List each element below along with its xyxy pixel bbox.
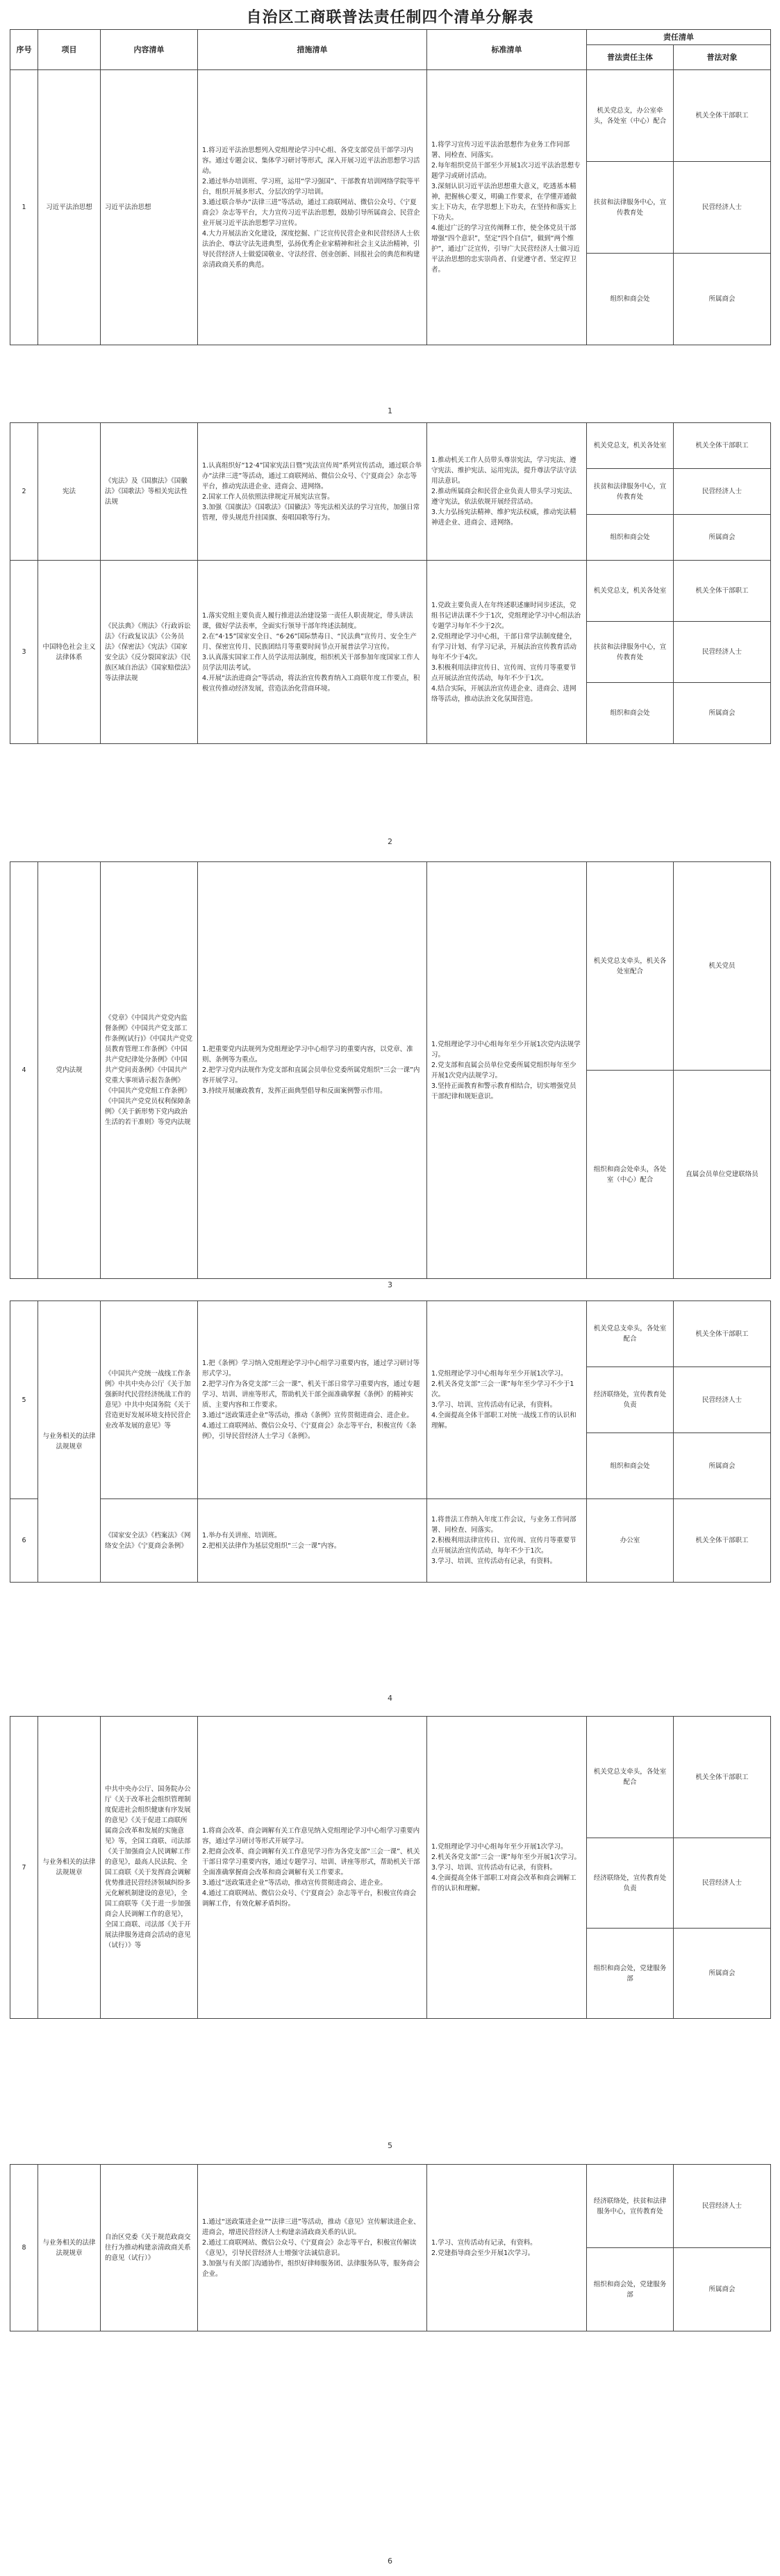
table-page-1 <box>10 29 771 345</box>
row-standard: 1.将学习宣传习近平法治思想作为业务工作同部署、同检查、同落实。 2.每年组织党员干部至少开展1次习近平法治思想专题学习或研讨活动。 3.深刻认识习近平法治思想重大意义，吃透基本精神，把握核心要义，明确工作要求，在学懂弄通做实上下功夫，在学思想上下功夫，在坚持和落实上下功夫。 4.能过广泛的学习宣传阐释工作，使全体党员干部增强“四个意识”，坚定“四个自信”，做到“两个维护”，通过广泛宣传，引导广大民营经济人士做习近平法治思想的忠实崇尚者、自觉遵守者、坚定捍卫者。 <box>427 70 587 345</box>
resp-target: 民营经济人士 <box>674 2165 771 2248</box>
page-number: 6 <box>388 2557 392 2566</box>
table-page-2 <box>10 422 771 744</box>
header-item: 项目 <box>38 30 101 70</box>
row-measures: 1.落实党组主要负责人履行推进法治建设第一责任人职责规定，带头讲法课，做好学法表率，全面实行领导干部年终述法制度。 2.在“4·15”国家安全日、“6·26”国际禁毒日、“民法典”宣传月、安全生产月、保密宣传月、民族团结月等重要时间节点开展普法学习宣传。 3.认真落实国家工作人员学法用法制度，组织机关干部参加年度国家工作人员学法用法考试。 4.开展“法治进商会”等活动，将法治宣传教育纳入工商联年度工作要点，积极宣传推动经济发展，营造法治化营商环境。 <box>198 561 427 744</box>
row-standard: 1.学习、宣传活动有记录，有资料。 2.党建指导商会至少开展1次学习。 <box>427 2165 587 2331</box>
row-no: 1 <box>10 70 38 345</box>
resp-main: 经济联络处，宣传教育处负责 <box>587 1838 674 1929</box>
resp-target: 民营经济人士 <box>674 1367 771 1433</box>
resp-target: 民营经济人士 <box>674 162 771 254</box>
table-page-6 <box>10 2164 771 2331</box>
resp-main: 组织和商会处 <box>587 683 674 744</box>
resp-target: 机关全体干部职工 <box>674 423 771 469</box>
resp-main: 组织和商会处，党建服务部 <box>587 2248 674 2331</box>
row-no: 7 <box>10 1717 38 2019</box>
row-measures: 1.认真组织好“12·4”国家宪法日暨“宪法宣传周”系列宣传活动，通过联合举办“法律三进”等活动，通过工商联网站、微信公众号、《宁夏商会》杂志等平台，推动宪法进企业、进商会、进网络。 2.国家工作人员依照法律规定开展宪法宣誓。 3.加强《国旗法》《国歌法》《国徽法》等宪法相关法的学习宣传，加强日常管理，带头规范升挂国旗、奏唱国歌等行为。 <box>198 423 427 561</box>
row-item: 与业务相关的法律法规规章 <box>38 1717 101 2019</box>
row-no: 5 <box>10 1301 38 1499</box>
resp-main: 机关党总支，机关各处室 <box>587 423 674 469</box>
row-item: 党内法规 <box>38 862 101 1279</box>
row-content: 《国家安全法》《档案法》《网络安全法》《宁夏商会条例》 <box>101 1499 198 1583</box>
row-measures: 1.把《条例》学习纳入党组理论学习中心组学习重要内容，通过学习研讨等形式学习。 2.把学习作为各党支部“三会一课”、机关干部日常学习重要内容，通过专题学习、培训、讲座等形式，帮助机关干部全面准确掌握《条例》的精神实质、主要内容和工作要求。 3.通过“送政策进企业”等活动，推动《条例》宣传贯彻进商会、进企业。 4.通过工商联网站、微信公众号、《宁夏商会》杂志等平台，积极宣传《条例》，引导民营经济人士学习《条例》。 <box>198 1301 427 1499</box>
header-content: 内容清单 <box>101 30 198 70</box>
resp-main: 机关党总支牵头，各处室配合 <box>587 1717 674 1838</box>
row-standard: 1.推动机关工作人员带头尊崇宪法，学习宪法、遵守宪法、维护宪法、运用宪法，提升尊法学法守法用法意识。 2.推动所属商会和民营企业负责人带头学习宪法、遵守宪法，依法依规开展经营活动。 3.大力弘扬宪法精神、维护宪法权威，推动宪法精神进企业、进商会、进网络。 <box>427 423 587 561</box>
row-standard: 1.党组理论学习中心组每年至少开展1次学习。 2.机关各党支部“三会一课”每年至少开展1次学习。 3.学习、培训、宣传活动有记录，有资料。 4.全面提高全体干部职工对商会改革和商会调解工作的认识和理解。 <box>427 1717 587 2019</box>
header-resp-target: 普法对象 <box>674 45 771 70</box>
resp-main: 组织和商会处牵头，各处室（中心）配合 <box>587 1071 674 1279</box>
resp-main: 扶贫和法律服务中心，宣传教育处 <box>587 622 674 683</box>
header-no: 序号 <box>10 30 38 70</box>
resp-main: 机关党总支，机关各处室 <box>587 561 674 622</box>
resp-target: 民营经济人士 <box>674 1838 771 1929</box>
resp-main: 机关党总支牵头，机关各处室配合 <box>587 862 674 1071</box>
page-number: 2 <box>388 837 392 846</box>
resp-target: 民营经济人士 <box>674 469 771 515</box>
resp-main: 组织和商会处 <box>587 515 674 561</box>
resp-target: 所属商会 <box>674 1433 771 1499</box>
row-content: 自治区党委《关于规范政商交往行为推动构建亲清政商关系的意见（试行）》 <box>101 2165 198 2331</box>
resp-target: 机关全体干部职工 <box>674 1499 771 1583</box>
resp-main: 机关党总支，办公室牵头，各处室（中心）配合 <box>587 70 674 162</box>
row-item: 宪法 <box>38 423 101 561</box>
row-measures: 1.通过“送政策进企业”“法律三进”等活动，推动《意见》宣传解读进企业、进商会，增进民营经济人士构建亲清政商关系的认识。 2.通过工商联网站、微信公众号、《宁夏商会》杂志等平台，积极宣传解读《意见》，引导民营经济人士增强守法诚信意识。 3.加强与有关部门沟通协作，组织好律师服务团、法律服务队等，服务商会企业。 <box>198 2165 427 2331</box>
row-no: 8 <box>10 2165 38 2331</box>
row-no: 4 <box>10 862 38 1279</box>
row-content: 《宪法》及《国旗法》《国徽法》《国歌法》等相关宪法性法规 <box>101 423 198 561</box>
resp-target: 所属商会 <box>674 1929 771 2019</box>
resp-target: 机关党员 <box>674 862 771 1071</box>
header-standard: 标准清单 <box>427 30 587 70</box>
resp-main: 经济联络处，宣传教育处负责 <box>587 1367 674 1433</box>
resp-target: 所属商会 <box>674 254 771 345</box>
resp-main: 组织和商会处 <box>587 254 674 345</box>
resp-target: 民营经济人士 <box>674 622 771 683</box>
row-standard: 1.党组理论学习中心组每年至少开展1次学习。 2.机关各党支部“三会一课”每年至少学习不少于1次。 3.学习、培训、宣传活动有记录，有资料。 4.全面提高全体干部职工对统一战线工作的认识和理解。 <box>427 1301 587 1499</box>
resp-target: 机关全体干部职工 <box>674 561 771 622</box>
resp-main: 办公室 <box>587 1499 674 1583</box>
page-number: 1 <box>388 406 392 415</box>
resp-target: 所属商会 <box>674 515 771 561</box>
row-measures: 1.举办有关讲座、培训班。 2.把相关法律作为基层党组织“三会一课”内容。 <box>198 1499 427 1583</box>
resp-target: 所属商会 <box>674 2248 771 2331</box>
resp-main: 扶贫和法律服务中心，宣传教育处 <box>587 162 674 254</box>
row-no: 2 <box>10 423 38 561</box>
row-measures: 1.将商会改革、商会调解有关工作意见纳入党组理论学习中心组学习重要内容，通过学习研讨等形式开展学习。 2.把商会改革、商会调解有关工作意见学习作为各党支部“三会一课”、机关干部日常学习重要内容，通过专题学习、培训、讲座等形式，帮助机关干部全面准确掌握商会改革和商会调解有关工作要求。 3.通过“送政策进企业”等活动，推动宣传贯彻进商会、进企业。 4.通过工商联网站、微信公众号、《宁夏商会》杂志等平台，积极宣传商会调解工作，有效化解矛盾纠纷。 <box>198 1717 427 2019</box>
row-item: 习近平法治思想 <box>38 70 101 345</box>
table-page-5 <box>10 1716 771 2019</box>
row-content: 《民法典》《刑法》《行政诉讼法》《行政复议法》《公务员法》《保密法》《宪法》《国家安全法》《反分裂国家法》《民族区域自治法》《国家赔偿法》等法律法规 <box>101 561 198 744</box>
row-measures: 1.把重要党内法规列为党组理论学习中心组学习的重要内容，以党章、准则、条例等为重点。 2.把学习党内法规作为党支部和直属会员单位党委所属党组织“三会一课”内容开展学习。 3.持续开展廉政教育，发挥正面典型倡导和反面案例警示作用。 <box>198 862 427 1279</box>
header-measures: 措施清单 <box>198 30 427 70</box>
row-item: 中国特色社会主义法律体系 <box>38 561 101 744</box>
resp-target: 机关全体干部职工 <box>674 1301 771 1367</box>
page-number: 5 <box>388 2141 392 2150</box>
row-standard: 1.将普法工作纳入年度工作会议，与业务工作同部署、同检查、同落实。 2.积极利用法律宣传日、宣传周、宣传月等重要节点开展法治宣传活动，每年不少于1次。 3.学习、培训、宣传活动有记录，有资料。 <box>427 1499 587 1583</box>
resp-target: 所属商会 <box>674 683 771 744</box>
row-content: 《党章》《中国共产党党内监督条例》《中国共产党支部工作条例(试行)》《中国共产党党员教育管理工作条例》《中国共产党纪律处分条例》《中国共产党问责条例》《中国共产党重大事项请示报告条例》《中国共产党党组工作条例》《中国共产党党员权利保障条例》《关于新形势下党内政治生活的若干准则》等党内法规 <box>101 862 198 1279</box>
header-resp-main: 普法责任主体 <box>587 45 674 70</box>
row-item: 与业务相关的法律法规规章 <box>38 2165 101 2331</box>
row-standard: 1.党组理论学习中心组每年至少开展1次党内法规学习。 2.党支部和直属会员单位党委所属党组织每年至少开展1次党内法规学习。 3.坚持正面教育和警示教育相结合，切实增强党员干部纪律和规矩意识。 <box>427 862 587 1279</box>
resp-target: 机关全体干部职工 <box>674 1717 771 1838</box>
resp-main: 经济联络处，扶贫和法律服务中心，宣传教育处 <box>587 2165 674 2248</box>
page-number: 3 <box>388 1280 392 1289</box>
table-page-3 <box>10 861 771 1279</box>
row-item: 与业务相关的法律法规规章 <box>38 1301 101 1583</box>
resp-main: 组织和商会处，党建服务部 <box>587 1929 674 2019</box>
row-no: 6 <box>10 1499 38 1583</box>
row-content: 习近平法治思想 <box>101 70 198 345</box>
resp-main: 组织和商会处 <box>587 1433 674 1499</box>
header-responsibility: 责任清单 <box>587 30 771 45</box>
document-title: 自治区工商联普法责任制四个清单分解表 <box>246 9 534 26</box>
row-no: 3 <box>10 561 38 744</box>
resp-main: 机关党总支牵头，各处室配合 <box>587 1301 674 1367</box>
page-number: 4 <box>388 1694 392 1703</box>
row-standard: 1.党政主要负责人在年终述职述廉时同步述法，党组书记讲法课不少于1次，党组理论学习中心组法治专题学习每年不少于2次。 2.党组理论学习中心组，干部日常学法制度健全，有学习计划、有学习记录，开展法治宣传教育活动每年不少于4次。 3.积极利用法律宣传日、宣传周、宣传月等重要节点开展法治宣传活动，每年不少于1次。 4.结合实际，开展法治宣传进企业、进商会、进网络等活动，推动法治文化氛围营造。 <box>427 561 587 744</box>
resp-target: 直属会员单位党建联络员 <box>674 1071 771 1279</box>
resp-target: 机关全体干部职工 <box>674 70 771 162</box>
row-content: 中共中央办公厅、国务院办公厅《关于改革社会组织管理制度促进社会组织健康有序发展的意见》《关于促进工商联所属商会改革和发展的实施意见》等，全国工商联、司法部《关于加强商会人民调解工作的意见》，最高人民法院、全国工商联《关于发挥商会调解优势推进民营经济领域纠纷多元化解机制建设的意见》，全国工商联等《关于进一步加强商会人民调解工作的意见》，全国工商联、司法部《关于开展法律服务进商会活动的意见（试行）》等 <box>101 1717 198 2019</box>
resp-main: 扶贫和法律服务中心，宣传教育处 <box>587 469 674 515</box>
row-measures: 1.将习近平法治思想列入党组理论学习中心组、各党支部党员干部学习内容。通过专题会议、集体学习研讨等形式，深入开展习近平法治思想学习活动。 2.通过举办培训班、学习班，运用“学习强国”、干部教育培训网络学院等平台，组织开展多形式、分层次的学习培训。 3.通过联合举办“法律三进”等活动，通过工商联网站、微信公众号、《宁夏商会》杂志等平台，大力宣传习近平法治思想，鼓励引导所属商会、民营企业开展习近平法治思想学习宣传。 4.大力开展法治文化建设，深度挖掘、广泛宣传民营企业和民营经济人士依法治企、尊法守法先进典型，弘扬优秀企业家精神和社会主义法治精神，引导民营经济人士做爱国敬业、守法经营、创业创新、回报社会的典范和构建亲清政商关系的典范。 <box>198 70 427 345</box>
row-content: 《中国共产党统一战线工作条例》中共中央办公厅《关于加强新时代民营经济统战工作的意见》中共中央国务院《关于营造更好发展环境支持民营企业改革发展的意见》等 <box>101 1301 198 1499</box>
table-page-4 <box>10 1301 771 1583</box>
